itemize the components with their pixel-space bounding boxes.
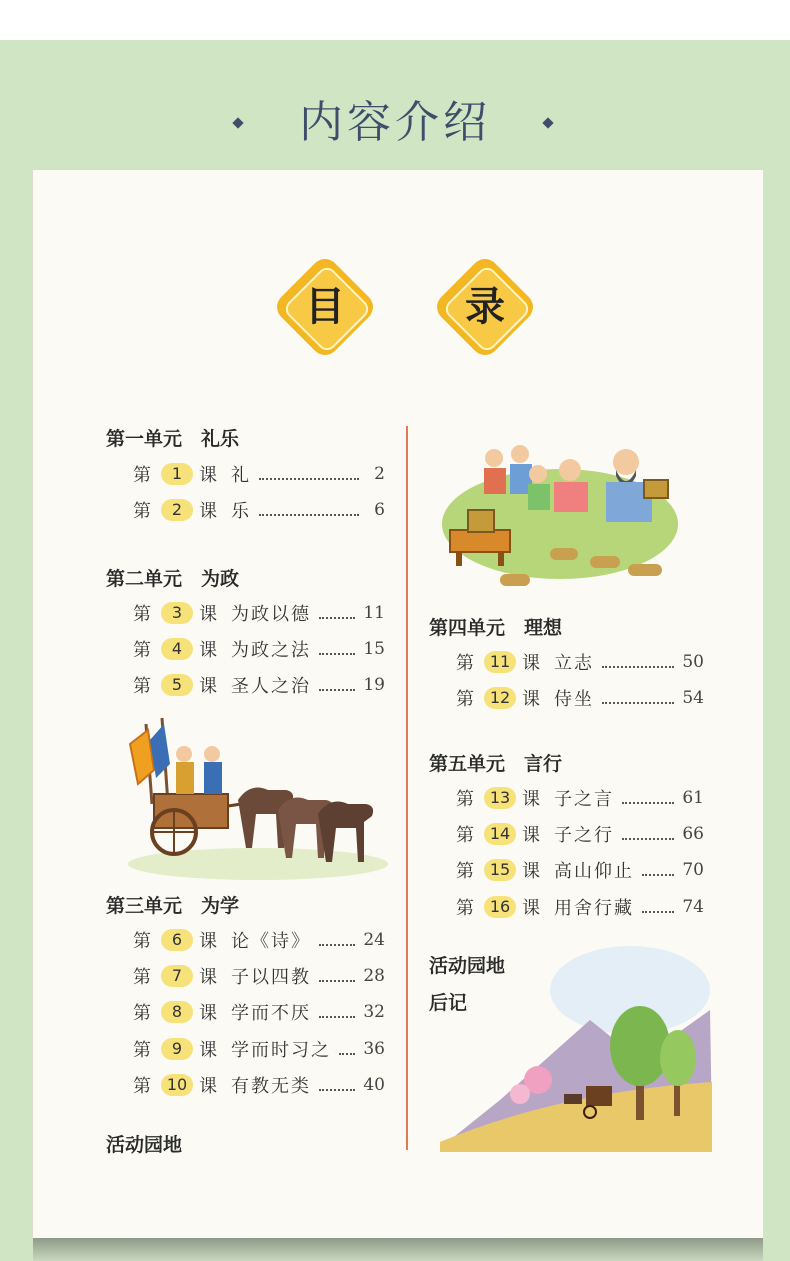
lesson-row[interactable]: 第 10 课 有教无类 40 [133, 1072, 385, 1098]
lesson-row[interactable]: 第 8 课 学而不厌 32 [133, 999, 385, 1025]
unit-title: 第四单元 理想 [429, 617, 563, 639]
lesson-name: 论《诗》 [231, 931, 311, 952]
lesson-name: 为政以德 [231, 604, 311, 625]
afterword-link[interactable]: 后记 [429, 992, 468, 1014]
lesson-number: 1 [161, 463, 193, 485]
lesson-page: 6 [374, 500, 385, 520]
landscape-illustration [440, 930, 712, 1152]
right-diamond-icon [542, 117, 553, 128]
unit-title: 第三单元 为学 [106, 895, 240, 917]
toc-badge-2 [433, 262, 537, 352]
lesson-name: 高山仰止 [554, 861, 634, 882]
lesson-page: 36 [363, 1039, 385, 1059]
lesson-row[interactable]: 第 14 课 子之行 66 [456, 821, 704, 847]
lesson-page: 70 [682, 860, 704, 880]
lesson-number: 7 [161, 965, 193, 987]
lesson-number: 2 [161, 499, 193, 521]
lesson-number: 14 [484, 823, 516, 845]
lesson-name: 子之行 [554, 825, 614, 846]
lesson-number: 16 [484, 896, 516, 918]
section-header [0, 88, 790, 158]
lesson-number: 9 [161, 1038, 193, 1060]
toc-char-1: 目 [305, 283, 345, 330]
lesson-name: 有教无类 [231, 1076, 311, 1097]
lesson-row[interactable]: 第 15 课 高山仰止 70 [456, 857, 704, 883]
lesson-page: 61 [682, 788, 704, 808]
toc-char-2: 录 [465, 283, 505, 330]
lesson-page: 11 [363, 603, 385, 623]
lesson-row[interactable]: 第 2 课 乐 6 [133, 497, 385, 523]
lesson-row[interactable]: 第 4 课 为政之法 15 [133, 636, 385, 662]
lesson-row[interactable]: 第 13 课 子之言 61 [456, 785, 704, 811]
lesson-page: 28 [363, 966, 385, 986]
lesson-number: 12 [484, 687, 516, 709]
lesson-name: 学而不厌 [231, 1003, 311, 1024]
lesson-page: 19 [363, 675, 385, 695]
lesson-name: 用舍行藏 [554, 898, 634, 919]
lesson-name: 侍坐 [554, 689, 594, 710]
left-diamond-icon [232, 117, 243, 128]
lesson-number: 3 [161, 602, 193, 624]
lesson-number: 15 [484, 859, 516, 881]
lesson-row[interactable]: 第 9 课 学而时习之 36 [133, 1036, 385, 1062]
lesson-row[interactable]: 第 5 课 圣人之治 19 [133, 672, 385, 698]
lesson-row[interactable]: 第 3 课 为政以德 11 [133, 600, 385, 626]
lesson-page: 66 [682, 824, 704, 844]
lesson-page: 74 [682, 897, 704, 917]
lesson-page: 24 [363, 930, 385, 950]
page-shadow [33, 1238, 763, 1261]
confucius-students-illustration [440, 424, 680, 594]
lesson-number: 10 [161, 1074, 193, 1096]
lesson-name: 为政之法 [231, 640, 311, 661]
lesson-row[interactable]: 第 16 课 用舍行藏 74 [456, 894, 704, 920]
column-divider [406, 426, 408, 1150]
chariot-illustration [118, 714, 390, 884]
unit-title: 第五单元 言行 [429, 753, 563, 775]
activity-link[interactable]: 活动园地 [106, 1134, 183, 1156]
lesson-row[interactable]: 第 7 课 子以四教 28 [133, 963, 385, 989]
lesson-name: 学而时习之 [231, 1040, 331, 1061]
lesson-number: 6 [161, 929, 193, 951]
lesson-page: 2 [374, 464, 385, 484]
lesson-page: 40 [363, 1075, 385, 1095]
lesson-name: 子以四教 [231, 967, 311, 988]
lesson-number: 11 [484, 651, 516, 673]
toc-badge-1 [273, 262, 377, 352]
lesson-number: 13 [484, 787, 516, 809]
lesson-name: 圣人之治 [231, 676, 311, 697]
unit-title: 第二单元 为政 [106, 568, 240, 590]
lesson-row[interactable]: 第 1 课 礼 2 [133, 461, 385, 487]
lesson-name: 礼 [231, 465, 251, 486]
lesson-page: 15 [363, 639, 385, 659]
lesson-name: 乐 [231, 501, 251, 522]
lesson-number: 8 [161, 1001, 193, 1023]
lesson-page: 54 [682, 688, 704, 708]
unit-title: 第一单元 礼乐 [106, 428, 240, 450]
lesson-name: 子之言 [554, 789, 614, 810]
lesson-page: 32 [363, 1002, 385, 1022]
lesson-number: 5 [161, 674, 193, 696]
lesson-row[interactable]: 第 12 课 侍坐 54 [456, 685, 704, 711]
lesson-row[interactable]: 第 6 课 论《诗》 24 [133, 927, 385, 953]
lesson-page: 50 [682, 652, 704, 672]
section-title: 内容介绍 [299, 97, 491, 148]
lesson-row[interactable]: 第 11 课 立志 50 [456, 649, 704, 675]
lesson-name: 立志 [554, 653, 594, 674]
lesson-number: 4 [161, 638, 193, 660]
activity-link[interactable]: 活动园地 [429, 955, 506, 977]
